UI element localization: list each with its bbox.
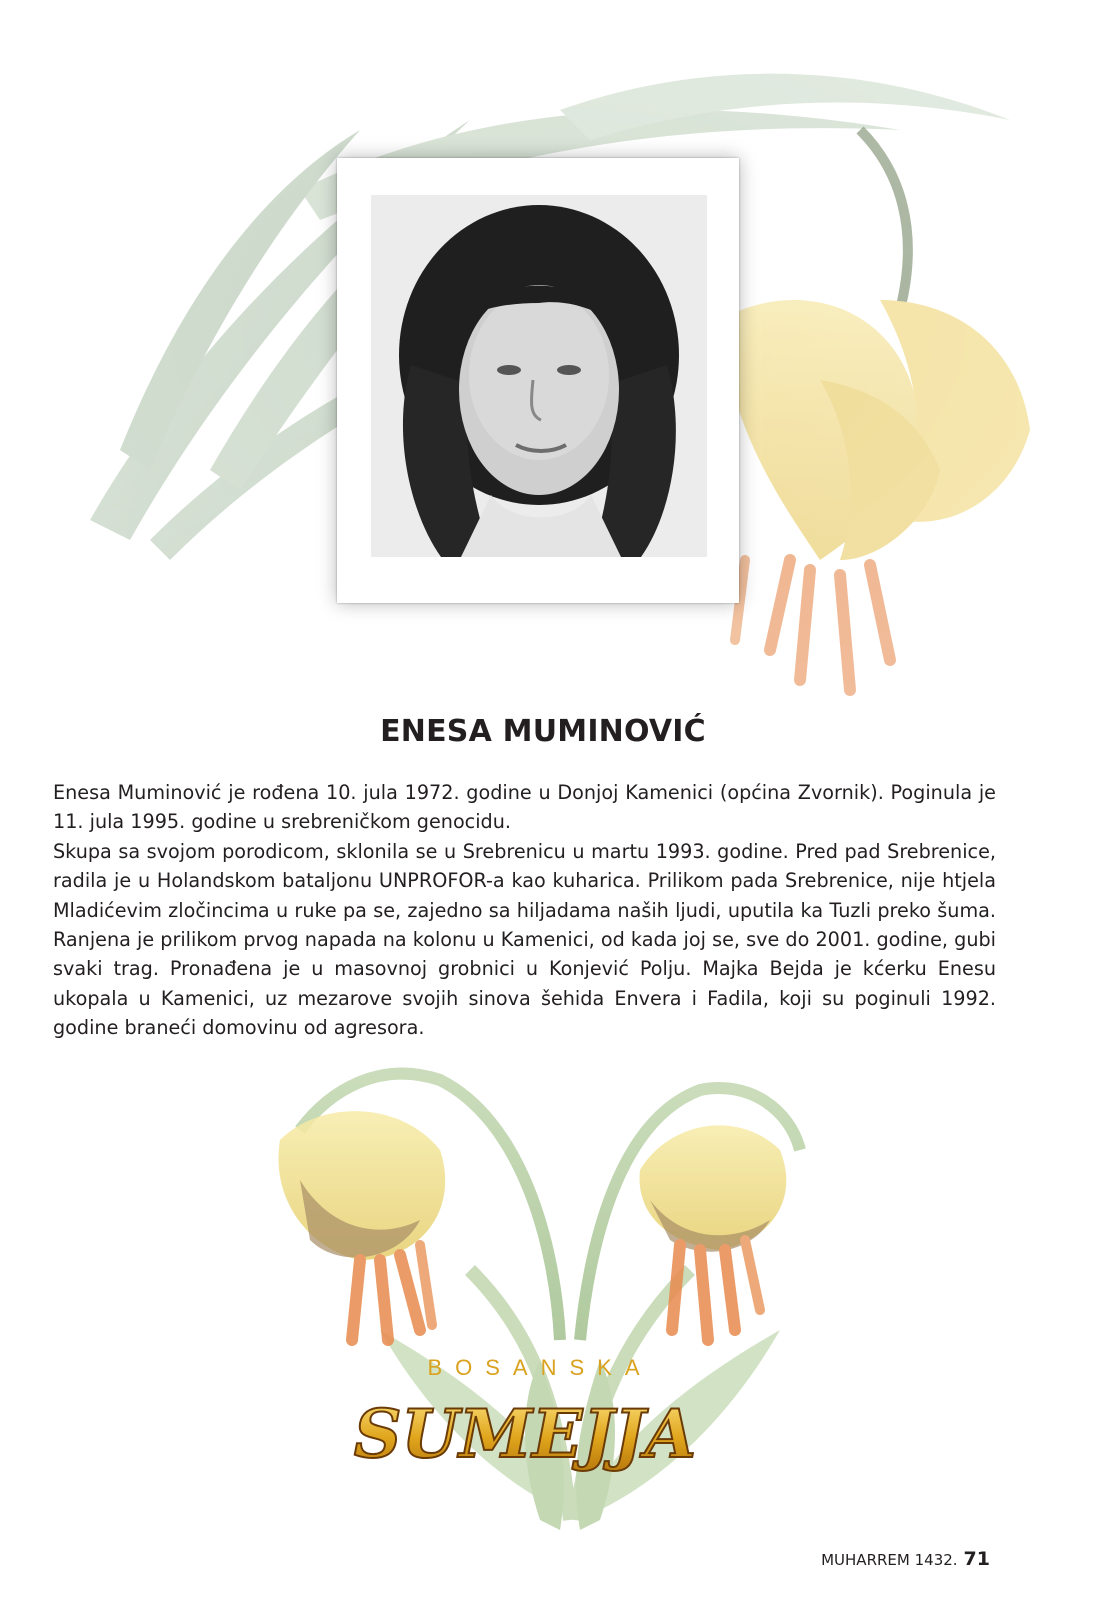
portrait-silhouette-icon <box>371 195 707 557</box>
left-lily-icon <box>278 1111 445 1340</box>
logo-main-word: SUMEJJA <box>353 1395 697 1473</box>
bio-paragraph-1: Enesa Muminović je rođena 10. jula 1972. godine u Donjoj Kamenici (općina Zvornik). Poginula je 11. jula 1995. godine u srebreničkom genocidu. <box>53 781 996 834</box>
page-number: 71 <box>963 1548 990 1570</box>
portrait-frame <box>337 158 739 603</box>
page-footer <box>821 1548 990 1570</box>
bio-paragraph-2: Skupa sa svojom porodicom, sklonila se u Srebrenicu u martu 1993. godine. Pred pad Srebrenice, radila je u Holandskom bataljonu UNPROFOR-a kao kuharica. Prilikom pada Srebrenice, nije htjela Mladićevim zločincima u ruke pa se, zajedno sa hiljadama naših ljudi, uputila ka Tuzli preko šuma. Ranjena je prilikom prvog napada na kolonu u Kamenici, od kada joj se, sve do 2001. godine, gubi svaki trag. Pronađena je u masovnoj grobnici u Konjević Polju. Majka Bejda je kćerku Enesu ukopala u Kamenici, uz mezarove svojih sinova šehida Envera i Fadila, koji su poginuli 1992. godine braneći domovinu od agresora. <box>53 839 996 1040</box>
bottom-lilies-illustration <box>0 1040 1120 1600</box>
bosanska-sumejja-logo <box>350 1335 700 1495</box>
logo-top-word: BOSANSKA <box>427 1355 653 1380</box>
issue-label: MUHARREM 1432. <box>821 1551 958 1569</box>
person-name: ENESA MUMINOVIĆ <box>380 714 706 750</box>
portrait-photo <box>371 195 707 557</box>
biography <box>53 778 996 1043</box>
